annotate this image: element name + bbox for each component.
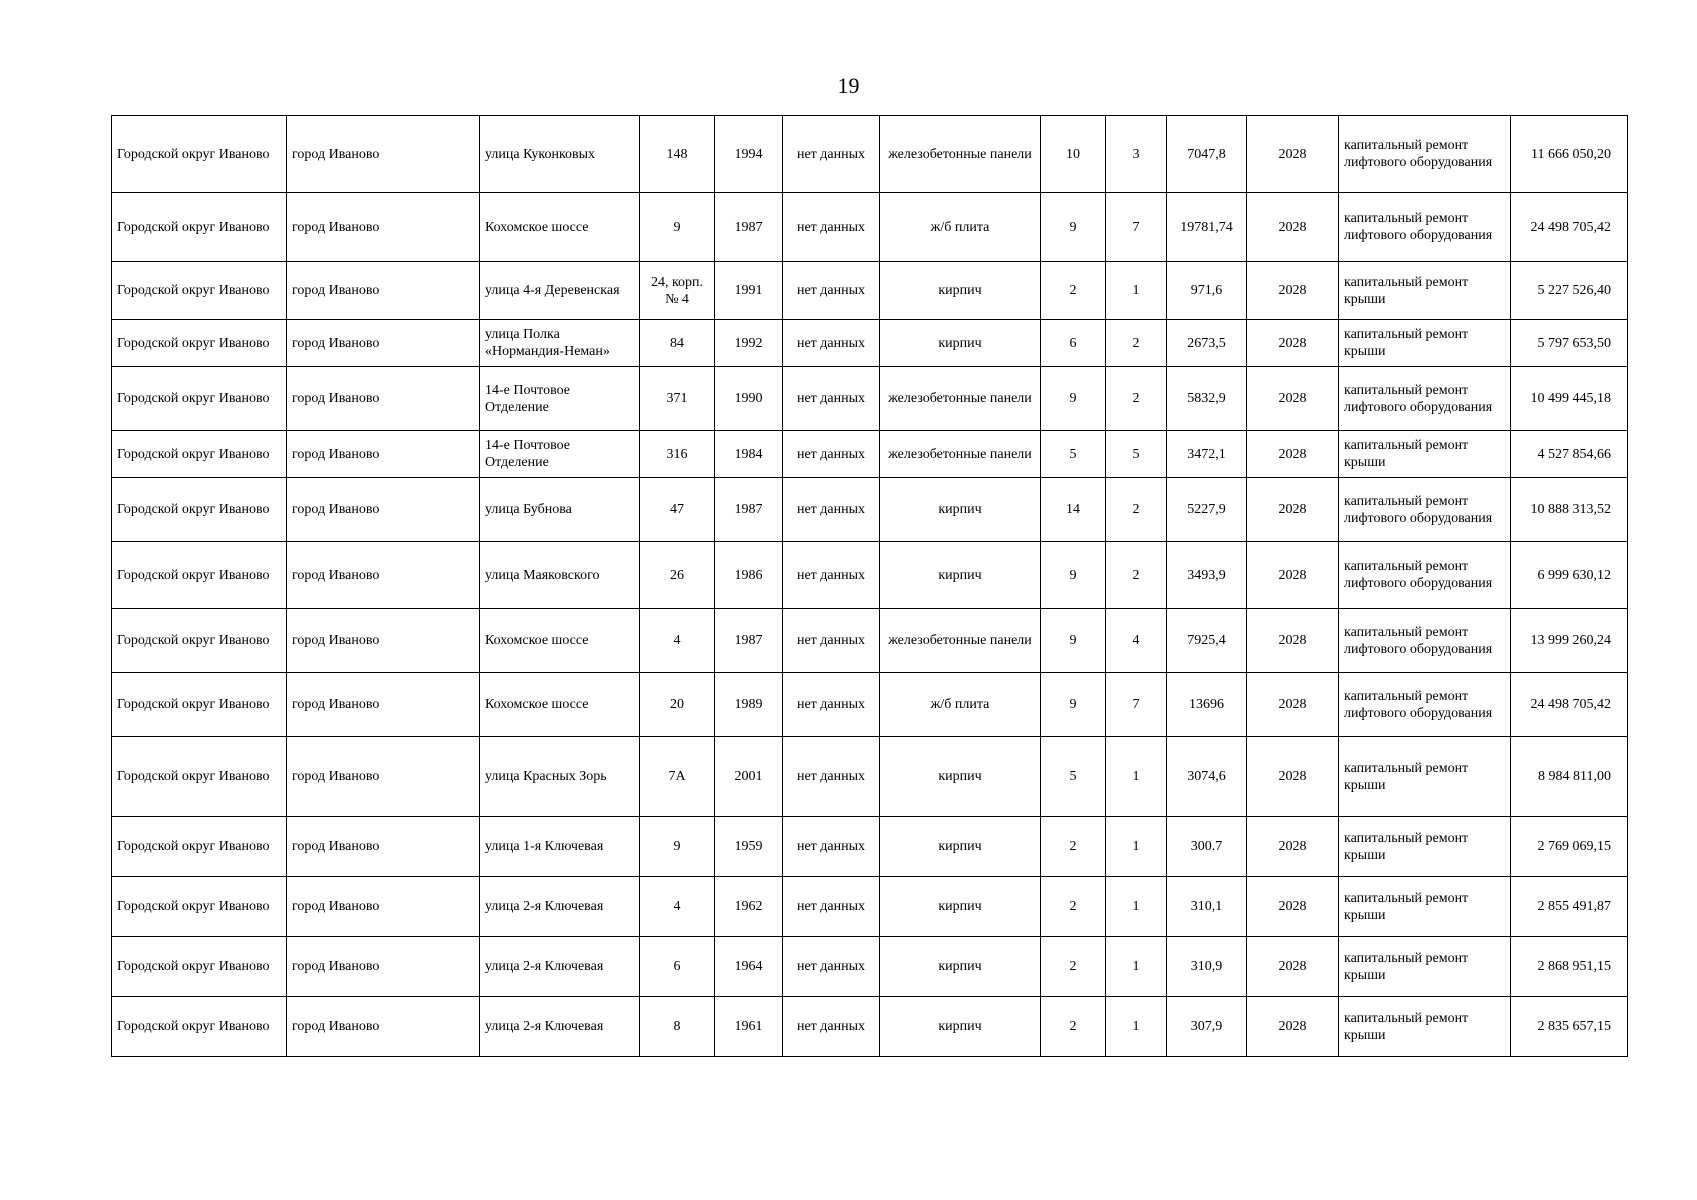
build-year-cell: 1990 [715, 367, 783, 431]
page-number: 19 [837, 73, 860, 98]
cost-cell: 5 227 526,40 [1511, 262, 1628, 320]
street-cell: улица Красных Зорь [480, 737, 640, 817]
district-cell: Городской округ Иваново [112, 431, 287, 478]
build-year-cell: 1986 [715, 542, 783, 609]
status-cell: нет данных [783, 542, 880, 609]
build-year-cell: 1984 [715, 431, 783, 478]
cost-cell: 6 999 630,12 [1511, 542, 1628, 609]
house-number-cell: 371 [640, 367, 715, 431]
cost-cell: 4 527 854,66 [1511, 431, 1628, 478]
wall-material-cell: ж/б плита [880, 193, 1041, 262]
table-row [112, 737, 1628, 817]
house-number-cell: 84 [640, 320, 715, 367]
build-year-cell: 1987 [715, 193, 783, 262]
entrances-cell: 3 [1106, 116, 1167, 193]
house-number-cell: 26 [640, 542, 715, 609]
area-cell: 5227,9 [1167, 478, 1247, 542]
build-year-cell: 2001 [715, 737, 783, 817]
wall-material-cell: железобетонные панели [880, 367, 1041, 431]
district-cell: Городской округ Иваново [112, 609, 287, 673]
area-cell: 5832,9 [1167, 367, 1247, 431]
status-cell: нет данных [783, 431, 880, 478]
work-type-cell: капитальный ремонт крыши [1339, 262, 1511, 320]
district-cell: Городской округ Иваново [112, 673, 287, 737]
cost-cell: 5 797 653,50 [1511, 320, 1628, 367]
house-number-cell: 47 [640, 478, 715, 542]
floors-cell: 2 [1041, 997, 1106, 1057]
table-row [112, 817, 1628, 877]
city-cell: город Иваново [287, 937, 480, 997]
street-cell: улица Бубнова [480, 478, 640, 542]
build-year-cell: 1987 [715, 478, 783, 542]
table-row [112, 193, 1628, 262]
wall-material-cell: кирпич [880, 737, 1041, 817]
work-type-cell: капитальный ремонт крыши [1339, 431, 1511, 478]
area-cell: 310,1 [1167, 877, 1247, 937]
city-cell: город Иваново [287, 542, 480, 609]
area-cell: 7047,8 [1167, 116, 1247, 193]
cost-cell: 2 868 951,15 [1511, 937, 1628, 997]
work-type-cell: капитальный ремонт крыши [1339, 877, 1511, 937]
floors-cell: 6 [1041, 320, 1106, 367]
entrances-cell: 7 [1106, 193, 1167, 262]
house-number-cell: 20 [640, 673, 715, 737]
city-cell: город Иваново [287, 116, 480, 193]
table-row [112, 877, 1628, 937]
plan-year-cell: 2028 [1247, 431, 1339, 478]
district-cell: Городской округ Иваново [112, 937, 287, 997]
build-year-cell: 1994 [715, 116, 783, 193]
plan-year-cell: 2028 [1247, 609, 1339, 673]
cost-cell: 10 888 313,52 [1511, 478, 1628, 542]
build-year-cell: 1987 [715, 609, 783, 673]
entrances-cell: 5 [1106, 431, 1167, 478]
entrances-cell: 4 [1106, 609, 1167, 673]
city-cell: город Иваново [287, 817, 480, 877]
house-number-cell: 9 [640, 193, 715, 262]
wall-material-cell: кирпич [880, 542, 1041, 609]
floors-cell: 9 [1041, 673, 1106, 737]
entrances-cell: 2 [1106, 542, 1167, 609]
plan-year-cell: 2028 [1247, 673, 1339, 737]
district-cell: Городской округ Иваново [112, 737, 287, 817]
cost-cell: 2 769 069,15 [1511, 817, 1628, 877]
plan-year-cell: 2028 [1247, 193, 1339, 262]
status-cell: нет данных [783, 609, 880, 673]
area-cell: 310,9 [1167, 937, 1247, 997]
house-number-cell: 9 [640, 817, 715, 877]
city-cell: город Иваново [287, 478, 480, 542]
district-cell: Городской округ Иваново [112, 542, 287, 609]
entrances-cell: 1 [1106, 737, 1167, 817]
table-row [112, 116, 1628, 193]
table-row [112, 673, 1628, 737]
work-type-cell: капитальный ремонт крыши [1339, 997, 1511, 1057]
status-cell: нет данных [783, 877, 880, 937]
build-year-cell: 1959 [715, 817, 783, 877]
status-cell: нет данных [783, 320, 880, 367]
entrances-cell: 1 [1106, 877, 1167, 937]
house-number-cell: 4 [640, 609, 715, 673]
plan-year-cell: 2028 [1247, 262, 1339, 320]
cost-cell: 10 499 445,18 [1511, 367, 1628, 431]
cost-cell: 2 855 491,87 [1511, 877, 1628, 937]
wall-material-cell: железобетонные панели [880, 116, 1041, 193]
table-row [112, 431, 1628, 478]
city-cell: город Иваново [287, 609, 480, 673]
wall-material-cell: кирпич [880, 817, 1041, 877]
status-cell: нет данных [783, 478, 880, 542]
house-number-cell: 24, корп. № 4 [640, 262, 715, 320]
plan-year-cell: 2028 [1247, 937, 1339, 997]
cost-cell: 11 666 050,20 [1511, 116, 1628, 193]
status-cell: нет данных [783, 817, 880, 877]
street-cell: Кохомское шоссе [480, 673, 640, 737]
district-cell: Городской округ Иваново [112, 478, 287, 542]
area-cell: 3493,9 [1167, 542, 1247, 609]
floors-cell: 14 [1041, 478, 1106, 542]
city-cell: город Иваново [287, 877, 480, 937]
house-number-cell: 148 [640, 116, 715, 193]
city-cell: город Иваново [287, 262, 480, 320]
city-cell: город Иваново [287, 673, 480, 737]
wall-material-cell: кирпич [880, 320, 1041, 367]
table-row [112, 262, 1628, 320]
district-cell: Городской округ Иваново [112, 997, 287, 1057]
city-cell: город Иваново [287, 737, 480, 817]
plan-year-cell: 2028 [1247, 817, 1339, 877]
street-cell: улица 1-я Ключевая [480, 817, 640, 877]
status-cell: нет данных [783, 116, 880, 193]
street-cell: улица 2-я Ключевая [480, 997, 640, 1057]
floors-cell: 5 [1041, 431, 1106, 478]
floors-cell: 2 [1041, 877, 1106, 937]
street-cell: 14-е Почтовое Отделение [480, 431, 640, 478]
table-row [112, 937, 1628, 997]
plan-year-cell: 2028 [1247, 478, 1339, 542]
wall-material-cell: железобетонные панели [880, 609, 1041, 673]
house-number-cell: 316 [640, 431, 715, 478]
district-cell: Городской округ Иваново [112, 877, 287, 937]
plan-year-cell: 2028 [1247, 997, 1339, 1057]
district-cell: Городской округ Иваново [112, 367, 287, 431]
cost-cell: 13 999 260,24 [1511, 609, 1628, 673]
cost-cell: 8 984 811,00 [1511, 737, 1628, 817]
city-cell: город Иваново [287, 431, 480, 478]
plan-year-cell: 2028 [1247, 367, 1339, 431]
floors-cell: 2 [1041, 262, 1106, 320]
area-cell: 3074,6 [1167, 737, 1247, 817]
entrances-cell: 7 [1106, 673, 1167, 737]
work-type-cell: капитальный ремонт крыши [1339, 320, 1511, 367]
street-cell: улица Полка «Нормандия-Неман» [480, 320, 640, 367]
wall-material-cell: кирпич [880, 478, 1041, 542]
floors-cell: 2 [1041, 817, 1106, 877]
street-cell: Кохомское шоссе [480, 193, 640, 262]
floors-cell: 9 [1041, 193, 1106, 262]
cost-cell: 24 498 705,42 [1511, 193, 1628, 262]
status-cell: нет данных [783, 737, 880, 817]
work-type-cell: капитальный ремонт лифтового оборудования [1339, 367, 1511, 431]
status-cell: нет данных [783, 193, 880, 262]
work-type-cell: капитальный ремонт крыши [1339, 937, 1511, 997]
table-row [112, 997, 1628, 1057]
city-cell: город Иваново [287, 367, 480, 431]
entrances-cell: 1 [1106, 817, 1167, 877]
floors-cell: 9 [1041, 367, 1106, 431]
work-type-cell: капитальный ремонт лифтового оборудования [1339, 478, 1511, 542]
area-cell: 7925,4 [1167, 609, 1247, 673]
build-year-cell: 1964 [715, 937, 783, 997]
plan-year-cell: 2028 [1247, 116, 1339, 193]
entrances-cell: 1 [1106, 937, 1167, 997]
street-cell: улица Маяковского [480, 542, 640, 609]
wall-material-cell: кирпич [880, 262, 1041, 320]
area-cell: 2673,5 [1167, 320, 1247, 367]
table-row [112, 367, 1628, 431]
work-type-cell: капитальный ремонт крыши [1339, 817, 1511, 877]
district-cell: Городской округ Иваново [112, 320, 287, 367]
wall-material-cell: ж/б плита [880, 673, 1041, 737]
build-year-cell: 1992 [715, 320, 783, 367]
floors-cell: 9 [1041, 609, 1106, 673]
entrances-cell: 2 [1106, 478, 1167, 542]
city-cell: город Иваново [287, 997, 480, 1057]
city-cell: город Иваново [287, 320, 480, 367]
plan-year-cell: 2028 [1247, 737, 1339, 817]
entrances-cell: 2 [1106, 320, 1167, 367]
area-cell: 13696 [1167, 673, 1247, 737]
house-number-cell: 7А [640, 737, 715, 817]
plan-year-cell: 2028 [1247, 320, 1339, 367]
district-cell: Городской округ Иваново [112, 262, 287, 320]
status-cell: нет данных [783, 937, 880, 997]
status-cell: нет данных [783, 262, 880, 320]
work-type-cell: капитальный ремонт лифтового оборудования [1339, 542, 1511, 609]
wall-material-cell: кирпич [880, 877, 1041, 937]
area-cell: 971,6 [1167, 262, 1247, 320]
entrances-cell: 1 [1106, 997, 1167, 1057]
house-number-cell: 6 [640, 937, 715, 997]
table-row [112, 478, 1628, 542]
floors-cell: 2 [1041, 937, 1106, 997]
table-row [112, 320, 1628, 367]
build-year-cell: 1961 [715, 997, 783, 1057]
area-cell: 307,9 [1167, 997, 1247, 1057]
work-type-cell: капитальный ремонт лифтового оборудования [1339, 673, 1511, 737]
status-cell: нет данных [783, 673, 880, 737]
house-number-cell: 4 [640, 877, 715, 937]
house-number-cell: 8 [640, 997, 715, 1057]
build-year-cell: 1962 [715, 877, 783, 937]
street-cell: 14-е Почтовое Отделение [480, 367, 640, 431]
work-type-cell: капитальный ремонт крыши [1339, 737, 1511, 817]
area-cell: 19781,74 [1167, 193, 1247, 262]
street-cell: Кохомское шоссе [480, 609, 640, 673]
cost-cell: 2 835 657,15 [1511, 997, 1628, 1057]
entrances-cell: 1 [1106, 262, 1167, 320]
street-cell: улица 2-я Ключевая [480, 937, 640, 997]
street-cell: улица Куконковых [480, 116, 640, 193]
work-type-cell: капитальный ремонт лифтового оборудования [1339, 116, 1511, 193]
work-type-cell: капитальный ремонт лифтового оборудования [1339, 193, 1511, 262]
build-year-cell: 1989 [715, 673, 783, 737]
plan-year-cell: 2028 [1247, 542, 1339, 609]
area-cell: 300.7 [1167, 817, 1247, 877]
district-cell: Городской округ Иваново [112, 116, 287, 193]
table-row [112, 542, 1628, 609]
status-cell: нет данных [783, 367, 880, 431]
housing-repair-table [111, 115, 1628, 1057]
build-year-cell: 1991 [715, 262, 783, 320]
area-cell: 3472,1 [1167, 431, 1247, 478]
district-cell: Городской округ Иваново [112, 817, 287, 877]
plan-year-cell: 2028 [1247, 877, 1339, 937]
street-cell: улица 4-я Деревенская [480, 262, 640, 320]
table-body [112, 116, 1628, 1057]
street-cell: улица 2-я Ключевая [480, 877, 640, 937]
floors-cell: 5 [1041, 737, 1106, 817]
status-cell: нет данных [783, 997, 880, 1057]
wall-material-cell: железобетонные панели [880, 431, 1041, 478]
work-type-cell: капитальный ремонт лифтового оборудования [1339, 609, 1511, 673]
floors-cell: 10 [1041, 116, 1106, 193]
wall-material-cell: кирпич [880, 937, 1041, 997]
city-cell: город Иваново [287, 193, 480, 262]
floors-cell: 9 [1041, 542, 1106, 609]
wall-material-cell: кирпич [880, 997, 1041, 1057]
table-row [112, 609, 1628, 673]
district-cell: Городской округ Иваново [112, 193, 287, 262]
cost-cell: 24 498 705,42 [1511, 673, 1628, 737]
entrances-cell: 2 [1106, 367, 1167, 431]
